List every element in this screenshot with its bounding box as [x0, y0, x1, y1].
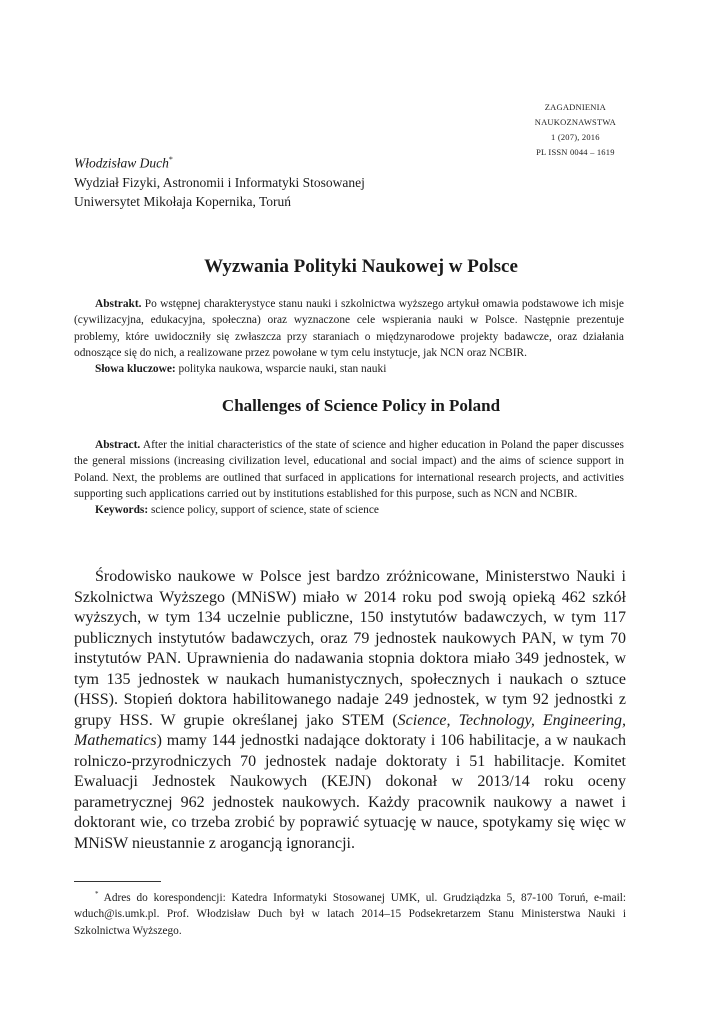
footnote	[74, 886, 626, 939]
title-english: Challenges of Science Policy in Poland	[221, 396, 501, 415]
abstract-pl-label: Abstrakt.	[95, 298, 142, 310]
abstract-polish	[74, 296, 624, 377]
body-paragraph	[74, 567, 626, 854]
abstract-en-text: After the initial characteristics of the state of science and higher education in Poland the paper discusses the general missions (increasing civilization level, educational and social impact) and the aims of science support in Poland. Next, the problems are outlined that surfaced in applications for international research projects, and activities supporting such applications carried out by institutions established for this purpose, such as NCN and NCBIR.	[74, 439, 624, 500]
keywords-pl-label: Słowa kluczowe:	[95, 363, 176, 376]
footnote-text: Adres do korespondencji: Katedra Informatyki Stosowanej UMK, ul. Grudziądzka 5, 87-100 Toruń, e-mail: wduch@is.umk.pl. Prof. Włodzisław Duch był w latach 2014–15 Podsekretarzem Stanu Ministerstwa Nauki i Szkolnictwa Wyższego.	[74, 891, 626, 937]
author-footnote-marker: *	[168, 155, 173, 164]
keywords-en-label: Keywords:	[95, 504, 149, 517]
author-affiliation-1: Wydział Fizyki, Astronomii i Informatyki Stosowanej	[74, 174, 365, 190]
journal-name-line1: ZAGADNIENIA	[544, 102, 606, 112]
abstract-en-label: Abstract.	[95, 439, 141, 451]
journal-issue: 1 (207), 2016	[551, 132, 600, 142]
body-text-italic: Science, Technology, Engineering, Mathematics	[74, 711, 626, 749]
author-name: Włodzisław Duch	[74, 155, 169, 171]
journal-name-line2: NAUKOZNAWSTWA	[534, 117, 616, 127]
footnote-marker: *	[95, 890, 99, 898]
keywords-pl-text: polityka naukowa, wsparcie nauki, stan nauki	[175, 363, 387, 376]
journal-issn: PL ISSN 0044 – 1619	[536, 147, 615, 157]
journal-header	[535, 100, 616, 160]
abstract-english	[74, 437, 624, 518]
author-affiliation-2: Uniwersytet Mikołaja Kopernika, Toruń	[74, 193, 292, 209]
body-text-part2: ) mamy 144 jednostki nadające doktoraty i 106 habilitacje, a w naukach rolniczo-przyrodniczych 70 jednostek nadaje doktoraty i 51 habilitacje. Komitet Ewaluacji Jednostek Naukowych (KEJN) dokonał w 2013/14 roku oceny parametrycznej 962 jednostek naukowych. Każdy pracownik naukowy a nawet i doktorant wie, co trzeba zrobić by poprawić sytuację w nauce, spotykamy się więc w MNiSW nieustannie z arogancją ignorancji.	[74, 732, 626, 852]
keywords-en-text: science policy, support of science, state of science	[148, 504, 379, 517]
footnote-rule	[74, 881, 161, 882]
title-polish: Wyzwania Polityki Naukowej w Polsce	[204, 256, 518, 277]
abstract-pl-text: Po wstępnej charakterystyce stanu nauki i szkolnictwa wyższego artykuł omawia podstawowe ich misje (cywilizacyjna, edukacyjna, społeczna) oraz wyznaczone cele wspierania nauki w Polsce. Następnie prezentuje problemy, które uwidoczniły się zwłaszcza przy staraniach o międzynarodowe projekty badawcze, oraz działania odnoszące się do nich, a realizowane przez powołane w tym celu instytucje, jak NCN oraz NCBIR.	[74, 298, 624, 359]
author-block	[74, 150, 365, 211]
body-text-part1: Środowisko naukowe w Polsce jest bardzo zróżnicowane, Ministerstwo Nauki i Szkolnictwa Wyższego (MNiSW) miało w 2014 roku pod swoją opieką 462 szkół wyższych, w tym 134 uczelnie publiczne, 150 instytutów badawczych, w tym 117 publicznych instytutów badawczych, oraz 79 jednostek naukowych PAN, w tym 70 instytutów PAN. Uprawnienia do nadawania stopnia doktora miało 349 jednostek, w tym 135 jednostek w naukach humanistycznych, społecznych i naukach o sztuce (HSS). Stopień doktora habilitowanego nadaje 249 jednostek, w tym 92 jednostki z grupy HSS. W grupie określanej jako STEM (	[74, 568, 626, 729]
